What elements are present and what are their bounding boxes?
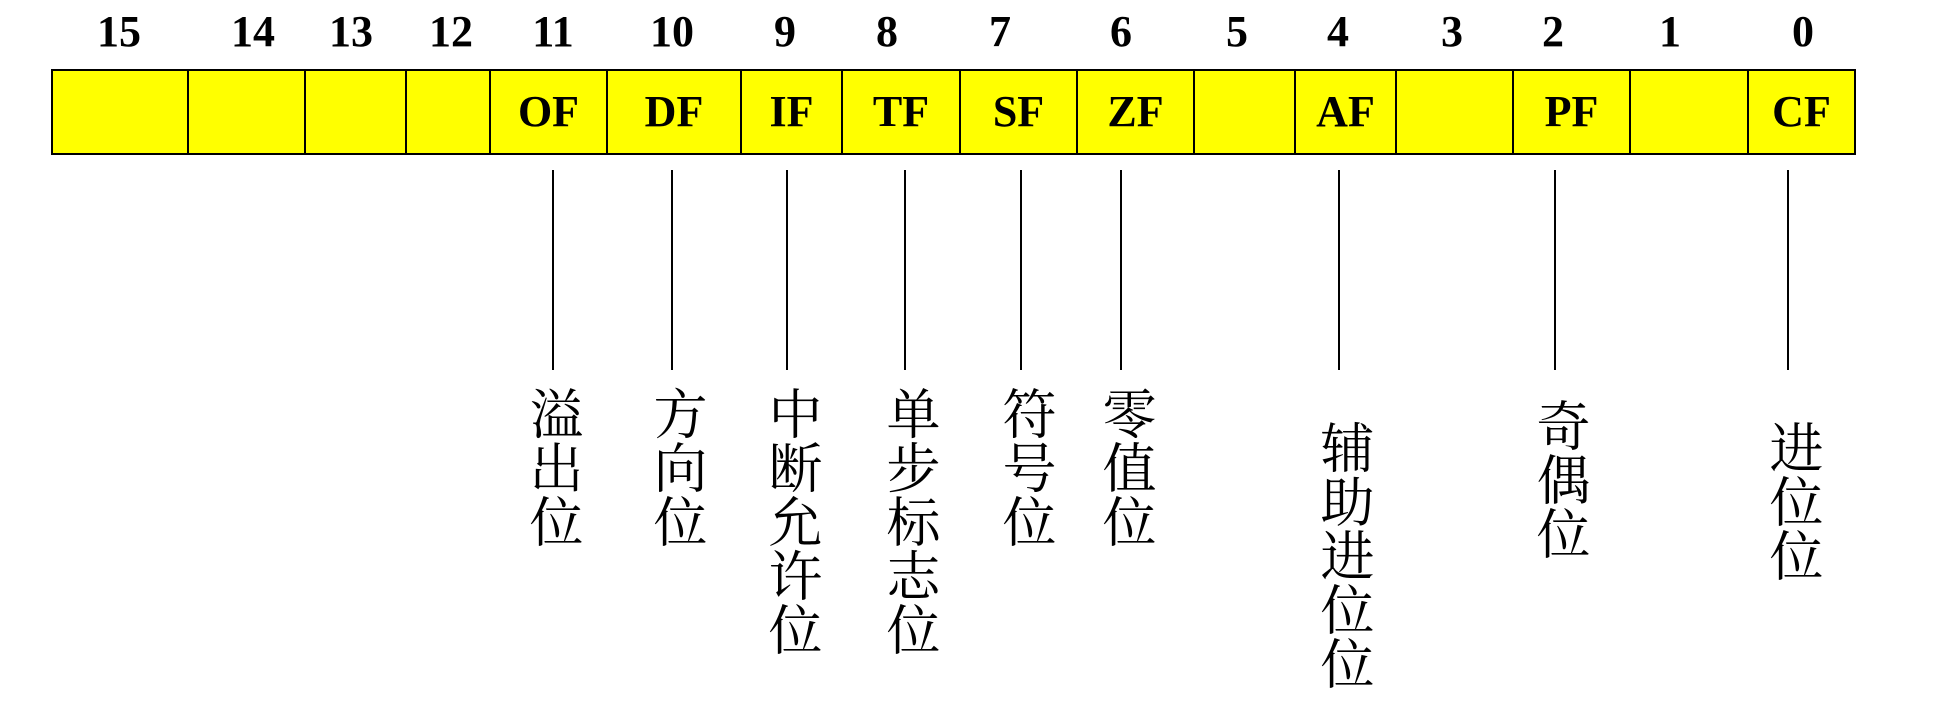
label-af-auxiliary-carry: 辅助进位位 — [1312, 420, 1375, 690]
label-sf-sign: 符号位 — [994, 386, 1057, 548]
label-if-interrupt-enable: 中断允许位 — [760, 386, 823, 656]
bit-cell-3 — [1395, 71, 1512, 153]
bit-number-8: 8 — [876, 7, 898, 56]
flag-cell-tf: TF — [841, 71, 959, 153]
bit-number-12: 12 — [429, 7, 473, 56]
leader-line-of — [552, 170, 554, 370]
leader-line-pf — [1554, 170, 1556, 370]
bit-cell-1 — [1629, 71, 1747, 153]
leader-line-cf — [1787, 170, 1789, 370]
bit-cell-15 — [53, 71, 187, 153]
bit-number-2: 2 — [1542, 7, 1564, 56]
flag-cell-df: DF — [606, 71, 740, 153]
bit-number-10: 10 — [650, 7, 694, 56]
flag-cell-of: OF — [489, 71, 606, 153]
leader-line-tf — [904, 170, 906, 370]
label-pf-parity: 奇偶位 — [1528, 398, 1591, 560]
bit-cell-12 — [405, 71, 489, 153]
label-df-direction: 方向位 — [645, 386, 708, 548]
label-zf-zero: 零值位 — [1094, 386, 1157, 548]
leader-line-sf — [1020, 170, 1022, 370]
bit-number-14: 14 — [231, 7, 275, 56]
bit-cell-14 — [187, 71, 304, 153]
leader-line-df — [671, 170, 673, 370]
bit-number-9: 9 — [774, 7, 796, 56]
bit-number-0: 0 — [1792, 7, 1814, 56]
label-cf-carry: 进位位 — [1761, 420, 1824, 582]
bit-number-15: 15 — [97, 7, 141, 56]
bit-number-13: 13 — [329, 7, 373, 56]
bit-cell-5 — [1193, 71, 1294, 153]
flag-cell-pf: PF — [1512, 71, 1629, 153]
bit-number-3: 3 — [1441, 7, 1463, 56]
leader-line-af — [1338, 170, 1340, 370]
bit-number-5: 5 — [1226, 7, 1248, 56]
flag-cell-if: IF — [740, 71, 841, 153]
flag-cell-zf: ZF — [1076, 71, 1193, 153]
label-tf-single-step: 单步标志位 — [878, 386, 941, 656]
label-of-overflow: 溢出位 — [521, 386, 584, 548]
flag-cell-af: AF — [1294, 71, 1395, 153]
bit-number-4: 4 — [1327, 7, 1349, 56]
bit-number-1: 1 — [1659, 7, 1681, 56]
bit-number-11: 11 — [532, 7, 574, 56]
bit-number-6: 6 — [1110, 7, 1132, 56]
leader-line-if — [786, 170, 788, 370]
flags-register — [51, 69, 1856, 155]
flag-cell-sf: SF — [959, 71, 1076, 153]
bit-number-7: 7 — [989, 7, 1011, 56]
flag-cell-cf: CF — [1747, 71, 1854, 153]
leader-line-zf — [1120, 170, 1122, 370]
bit-cell-13 — [304, 71, 405, 153]
